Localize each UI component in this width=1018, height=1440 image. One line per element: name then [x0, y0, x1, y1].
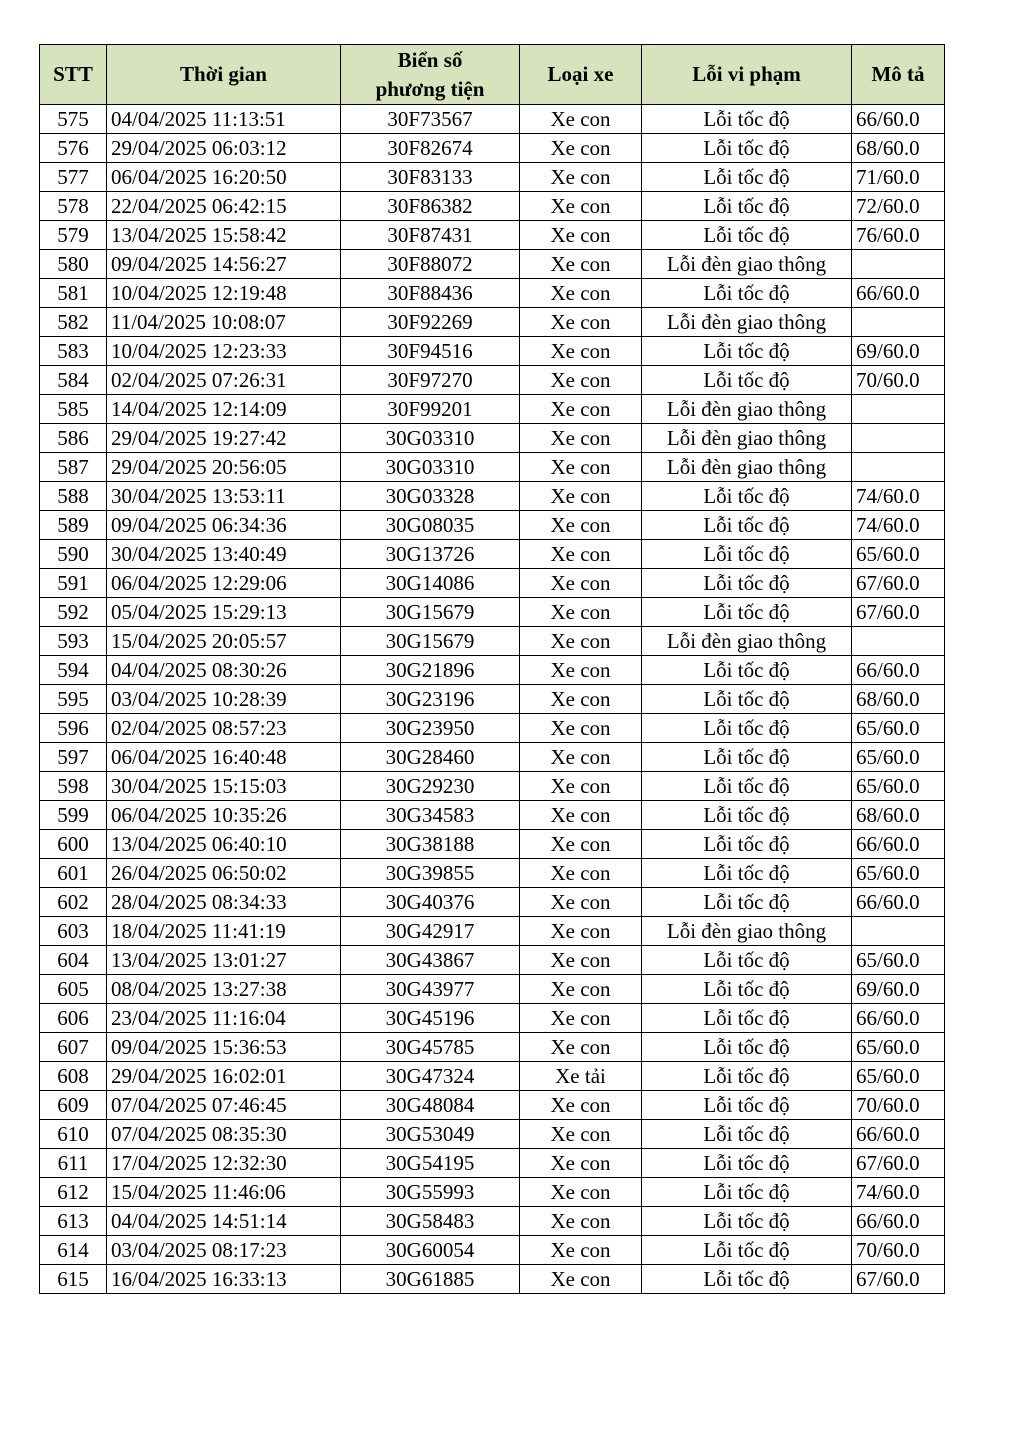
cell-description: 66/60.0 — [852, 888, 945, 917]
cell-plate: 30G39855 — [341, 859, 520, 888]
cell-vehicle-type: Xe con — [520, 134, 642, 163]
table-row — [40, 482, 945, 511]
cell-vehicle-type: Xe tải — [520, 1062, 642, 1091]
cell-time: 10/04/2025 12:19:48 — [107, 279, 341, 308]
cell-plate: 30F97270 — [341, 366, 520, 395]
table-row — [40, 1149, 945, 1178]
cell-time: 26/04/2025 06:50:02 — [107, 859, 341, 888]
cell-time: 05/04/2025 15:29:13 — [107, 598, 341, 627]
cell-plate: 30G45196 — [341, 1004, 520, 1033]
cell-description: 65/60.0 — [852, 743, 945, 772]
table-row — [40, 1207, 945, 1236]
cell-stt: 586 — [40, 424, 107, 453]
cell-vehicle-type: Xe con — [520, 830, 642, 859]
cell-description: 65/60.0 — [852, 1062, 945, 1091]
cell-vehicle-type: Xe con — [520, 482, 642, 511]
cell-time: 29/04/2025 19:27:42 — [107, 424, 341, 453]
cell-violation: Lỗi tốc độ — [642, 1236, 852, 1265]
cell-stt: 597 — [40, 743, 107, 772]
cell-description: 74/60.0 — [852, 1178, 945, 1207]
cell-stt: 614 — [40, 1236, 107, 1265]
cell-plate: 30G15679 — [341, 598, 520, 627]
cell-vehicle-type: Xe con — [520, 685, 642, 714]
cell-stt: 594 — [40, 656, 107, 685]
cell-description: 66/60.0 — [852, 656, 945, 685]
cell-violation: Lỗi tốc độ — [642, 685, 852, 714]
cell-description — [852, 308, 945, 337]
cell-time: 30/04/2025 13:53:11 — [107, 482, 341, 511]
cell-plate: 30F99201 — [341, 395, 520, 424]
cell-description: 76/60.0 — [852, 221, 945, 250]
cell-plate: 30G28460 — [341, 743, 520, 772]
cell-stt: 604 — [40, 946, 107, 975]
cell-vehicle-type: Xe con — [520, 1236, 642, 1265]
table-row — [40, 134, 945, 163]
cell-stt: 579 — [40, 221, 107, 250]
cell-vehicle-type: Xe con — [520, 337, 642, 366]
cell-plate: 30G03310 — [341, 424, 520, 453]
cell-plate: 30G47324 — [341, 1062, 520, 1091]
cell-violation: Lỗi tốc độ — [642, 1033, 852, 1062]
cell-stt: 595 — [40, 685, 107, 714]
cell-plate: 30G38188 — [341, 830, 520, 859]
header-plate-line1: Biển số — [397, 47, 463, 72]
cell-plate: 30G08035 — [341, 511, 520, 540]
cell-description: 65/60.0 — [852, 540, 945, 569]
cell-time: 30/04/2025 15:15:03 — [107, 772, 341, 801]
cell-vehicle-type: Xe con — [520, 1120, 642, 1149]
cell-description: 65/60.0 — [852, 714, 945, 743]
cell-plate: 30G40376 — [341, 888, 520, 917]
cell-vehicle-type: Xe con — [520, 1207, 642, 1236]
cell-description: 70/60.0 — [852, 1236, 945, 1265]
cell-time: 02/04/2025 07:26:31 — [107, 366, 341, 395]
header-violation: Lỗi vi phạm — [642, 45, 852, 105]
header-plate-line2: phương tiện — [375, 76, 485, 101]
cell-violation: Lỗi đèn giao thông — [642, 250, 852, 279]
table-row — [40, 1236, 945, 1265]
cell-violation: Lỗi tốc độ — [642, 946, 852, 975]
cell-plate: 30G29230 — [341, 772, 520, 801]
violations-table — [39, 44, 945, 1294]
cell-time: 29/04/2025 06:03:12 — [107, 134, 341, 163]
cell-plate: 30F92269 — [341, 308, 520, 337]
cell-vehicle-type: Xe con — [520, 1178, 642, 1207]
cell-description: 68/60.0 — [852, 134, 945, 163]
cell-time: 28/04/2025 08:34:33 — [107, 888, 341, 917]
table-row — [40, 685, 945, 714]
cell-violation: Lỗi tốc độ — [642, 163, 852, 192]
cell-plate: 30G48084 — [341, 1091, 520, 1120]
cell-violation: Lỗi tốc độ — [642, 540, 852, 569]
table-row — [40, 946, 945, 975]
cell-stt: 613 — [40, 1207, 107, 1236]
cell-violation: Lỗi tốc độ — [642, 105, 852, 134]
table-row — [40, 1062, 945, 1091]
cell-time: 29/04/2025 20:56:05 — [107, 453, 341, 482]
table-row — [40, 888, 945, 917]
cell-vehicle-type: Xe con — [520, 743, 642, 772]
cell-stt: 580 — [40, 250, 107, 279]
cell-stt: 606 — [40, 1004, 107, 1033]
cell-plate: 30G60054 — [341, 1236, 520, 1265]
cell-vehicle-type: Xe con — [520, 511, 642, 540]
cell-stt: 575 — [40, 105, 107, 134]
cell-vehicle-type: Xe con — [520, 279, 642, 308]
cell-time: 06/04/2025 12:29:06 — [107, 569, 341, 598]
cell-stt: 591 — [40, 569, 107, 598]
cell-vehicle-type: Xe con — [520, 772, 642, 801]
table-row — [40, 772, 945, 801]
cell-plate: 30G03310 — [341, 453, 520, 482]
cell-plate: 30G55993 — [341, 1178, 520, 1207]
cell-stt: 593 — [40, 627, 107, 656]
cell-time: 29/04/2025 16:02:01 — [107, 1062, 341, 1091]
table-row — [40, 975, 945, 1004]
cell-violation: Lỗi tốc độ — [642, 801, 852, 830]
cell-violation: Lỗi tốc độ — [642, 279, 852, 308]
table-row — [40, 569, 945, 598]
cell-violation: Lỗi tốc độ — [642, 1265, 852, 1294]
cell-stt: 596 — [40, 714, 107, 743]
cell-violation: Lỗi tốc độ — [642, 134, 852, 163]
cell-plate: 30G61885 — [341, 1265, 520, 1294]
cell-description: 70/60.0 — [852, 1091, 945, 1120]
cell-vehicle-type: Xe con — [520, 163, 642, 192]
cell-time: 13/04/2025 13:01:27 — [107, 946, 341, 975]
cell-vehicle-type: Xe con — [520, 540, 642, 569]
cell-vehicle-type: Xe con — [520, 1004, 642, 1033]
cell-violation: Lỗi tốc độ — [642, 192, 852, 221]
cell-violation: Lỗi tốc độ — [642, 743, 852, 772]
cell-stt: 605 — [40, 975, 107, 1004]
cell-time: 10/04/2025 12:23:33 — [107, 337, 341, 366]
cell-description — [852, 917, 945, 946]
table-row — [40, 279, 945, 308]
cell-time: 03/04/2025 10:28:39 — [107, 685, 341, 714]
cell-plate: 30F87431 — [341, 221, 520, 250]
cell-time: 07/04/2025 08:35:30 — [107, 1120, 341, 1149]
cell-plate: 30G23950 — [341, 714, 520, 743]
cell-stt: 601 — [40, 859, 107, 888]
cell-description: 65/60.0 — [852, 772, 945, 801]
cell-time: 09/04/2025 15:36:53 — [107, 1033, 341, 1062]
cell-stt: 602 — [40, 888, 107, 917]
cell-violation: Lỗi tốc độ — [642, 1149, 852, 1178]
cell-violation: Lỗi tốc độ — [642, 511, 852, 540]
cell-violation: Lỗi tốc độ — [642, 1120, 852, 1149]
cell-time: 04/04/2025 14:51:14 — [107, 1207, 341, 1236]
cell-description — [852, 424, 945, 453]
cell-vehicle-type: Xe con — [520, 627, 642, 656]
cell-vehicle-type: Xe con — [520, 1149, 642, 1178]
cell-violation: Lỗi tốc độ — [642, 714, 852, 743]
table-row — [40, 424, 945, 453]
cell-plate: 30G43867 — [341, 946, 520, 975]
cell-time: 23/04/2025 11:16:04 — [107, 1004, 341, 1033]
cell-plate: 30G58483 — [341, 1207, 520, 1236]
cell-time: 18/04/2025 11:41:19 — [107, 917, 341, 946]
cell-time: 13/04/2025 06:40:10 — [107, 830, 341, 859]
table-row — [40, 859, 945, 888]
cell-description: 65/60.0 — [852, 946, 945, 975]
cell-plate: 30F73567 — [341, 105, 520, 134]
cell-time: 17/04/2025 12:32:30 — [107, 1149, 341, 1178]
cell-stt: 607 — [40, 1033, 107, 1062]
table-row — [40, 656, 945, 685]
cell-stt: 582 — [40, 308, 107, 337]
cell-description: 67/60.0 — [852, 598, 945, 627]
cell-description: 68/60.0 — [852, 801, 945, 830]
table-row — [40, 308, 945, 337]
cell-vehicle-type: Xe con — [520, 975, 642, 1004]
cell-stt: 598 — [40, 772, 107, 801]
cell-stt: 589 — [40, 511, 107, 540]
header-plate — [341, 45, 520, 105]
cell-stt: 611 — [40, 1149, 107, 1178]
cell-violation: Lỗi tốc độ — [642, 569, 852, 598]
cell-violation: Lỗi đèn giao thông — [642, 453, 852, 482]
cell-time: 07/04/2025 07:46:45 — [107, 1091, 341, 1120]
cell-stt: 576 — [40, 134, 107, 163]
cell-plate: 30G54195 — [341, 1149, 520, 1178]
cell-vehicle-type: Xe con — [520, 221, 642, 250]
cell-description — [852, 395, 945, 424]
cell-time: 06/04/2025 16:40:48 — [107, 743, 341, 772]
cell-description: 74/60.0 — [852, 511, 945, 540]
cell-violation: Lỗi tốc độ — [642, 482, 852, 511]
cell-vehicle-type: Xe con — [520, 888, 642, 917]
cell-description: 67/60.0 — [852, 1265, 945, 1294]
table-row — [40, 250, 945, 279]
cell-plate: 30F86382 — [341, 192, 520, 221]
table-row — [40, 1265, 945, 1294]
cell-description — [852, 627, 945, 656]
cell-violation: Lỗi tốc độ — [642, 888, 852, 917]
cell-description: 66/60.0 — [852, 1120, 945, 1149]
cell-description: 65/60.0 — [852, 1033, 945, 1062]
cell-plate: 30G45785 — [341, 1033, 520, 1062]
cell-description: 69/60.0 — [852, 337, 945, 366]
cell-stt: 584 — [40, 366, 107, 395]
table-row — [40, 221, 945, 250]
cell-vehicle-type: Xe con — [520, 250, 642, 279]
cell-violation: Lỗi đèn giao thông — [642, 424, 852, 453]
table-row — [40, 830, 945, 859]
cell-violation: Lỗi tốc độ — [642, 366, 852, 395]
cell-violation: Lỗi đèn giao thông — [642, 917, 852, 946]
cell-plate: 30G13726 — [341, 540, 520, 569]
cell-plate: 30G23196 — [341, 685, 520, 714]
cell-plate: 30F88072 — [341, 250, 520, 279]
table-row — [40, 1120, 945, 1149]
cell-description: 67/60.0 — [852, 1149, 945, 1178]
cell-description: 65/60.0 — [852, 859, 945, 888]
cell-stt: 592 — [40, 598, 107, 627]
table-row — [40, 395, 945, 424]
cell-vehicle-type: Xe con — [520, 859, 642, 888]
cell-description: 66/60.0 — [852, 279, 945, 308]
table-row — [40, 598, 945, 627]
cell-stt: 612 — [40, 1178, 107, 1207]
cell-plate: 30G15679 — [341, 627, 520, 656]
cell-plate: 30G42917 — [341, 917, 520, 946]
header-time: Thời gian — [107, 45, 341, 105]
table-row — [40, 627, 945, 656]
cell-time: 15/04/2025 20:05:57 — [107, 627, 341, 656]
table-row — [40, 714, 945, 743]
cell-description: 66/60.0 — [852, 830, 945, 859]
cell-vehicle-type: Xe con — [520, 424, 642, 453]
cell-description: 69/60.0 — [852, 975, 945, 1004]
cell-violation: Lỗi tốc độ — [642, 1178, 852, 1207]
cell-time: 16/04/2025 16:33:13 — [107, 1265, 341, 1294]
cell-vehicle-type: Xe con — [520, 453, 642, 482]
cell-violation: Lỗi tốc độ — [642, 337, 852, 366]
cell-description: 70/60.0 — [852, 366, 945, 395]
cell-violation: Lỗi tốc độ — [642, 830, 852, 859]
cell-violation: Lỗi tốc độ — [642, 1062, 852, 1091]
table-row — [40, 453, 945, 482]
cell-stt: 615 — [40, 1265, 107, 1294]
cell-plate: 30F88436 — [341, 279, 520, 308]
cell-vehicle-type: Xe con — [520, 395, 642, 424]
cell-violation: Lỗi tốc độ — [642, 1091, 852, 1120]
cell-stt: 599 — [40, 801, 107, 830]
cell-vehicle-type: Xe con — [520, 656, 642, 685]
cell-violation: Lỗi tốc độ — [642, 221, 852, 250]
cell-vehicle-type: Xe con — [520, 946, 642, 975]
cell-plate: 30F82674 — [341, 134, 520, 163]
cell-description: 66/60.0 — [852, 1004, 945, 1033]
cell-description: 66/60.0 — [852, 1207, 945, 1236]
table-row — [40, 337, 945, 366]
cell-stt: 588 — [40, 482, 107, 511]
cell-plate: 30G03328 — [341, 482, 520, 511]
cell-violation: Lỗi tốc độ — [642, 975, 852, 1004]
table-row — [40, 1178, 945, 1207]
cell-description: 67/60.0 — [852, 569, 945, 598]
cell-stt: 583 — [40, 337, 107, 366]
cell-description: 68/60.0 — [852, 685, 945, 714]
cell-time: 22/04/2025 06:42:15 — [107, 192, 341, 221]
cell-vehicle-type: Xe con — [520, 569, 642, 598]
cell-stt: 587 — [40, 453, 107, 482]
cell-time: 30/04/2025 13:40:49 — [107, 540, 341, 569]
cell-violation: Lỗi đèn giao thông — [642, 627, 852, 656]
cell-time: 06/04/2025 10:35:26 — [107, 801, 341, 830]
cell-time: 11/04/2025 10:08:07 — [107, 308, 341, 337]
cell-time: 08/04/2025 13:27:38 — [107, 975, 341, 1004]
header-stt: STT — [40, 45, 107, 105]
cell-time: 09/04/2025 06:34:36 — [107, 511, 341, 540]
cell-plate: 30F94516 — [341, 337, 520, 366]
cell-stt: 600 — [40, 830, 107, 859]
table-row — [40, 163, 945, 192]
cell-stt: 578 — [40, 192, 107, 221]
cell-description: 74/60.0 — [852, 482, 945, 511]
cell-violation: Lỗi tốc độ — [642, 1207, 852, 1236]
table-row — [40, 192, 945, 221]
cell-stt: 603 — [40, 917, 107, 946]
cell-stt: 590 — [40, 540, 107, 569]
table-row — [40, 1033, 945, 1062]
cell-time: 14/04/2025 12:14:09 — [107, 395, 341, 424]
cell-vehicle-type: Xe con — [520, 105, 642, 134]
cell-description: 72/60.0 — [852, 192, 945, 221]
table-row — [40, 105, 945, 134]
table-row — [40, 917, 945, 946]
cell-plate: 30G43977 — [341, 975, 520, 1004]
cell-time: 04/04/2025 11:13:51 — [107, 105, 341, 134]
table-row — [40, 801, 945, 830]
cell-description — [852, 453, 945, 482]
cell-stt: 577 — [40, 163, 107, 192]
cell-plate: 30G14086 — [341, 569, 520, 598]
cell-stt: 608 — [40, 1062, 107, 1091]
cell-vehicle-type: Xe con — [520, 714, 642, 743]
cell-vehicle-type: Xe con — [520, 1091, 642, 1120]
cell-violation: Lỗi tốc độ — [642, 859, 852, 888]
cell-violation: Lỗi đèn giao thông — [642, 395, 852, 424]
cell-vehicle-type: Xe con — [520, 308, 642, 337]
cell-time: 09/04/2025 14:56:27 — [107, 250, 341, 279]
cell-stt: 585 — [40, 395, 107, 424]
cell-stt: 610 — [40, 1120, 107, 1149]
table-row — [40, 1004, 945, 1033]
cell-plate: 30G53049 — [341, 1120, 520, 1149]
cell-time: 02/04/2025 08:57:23 — [107, 714, 341, 743]
cell-vehicle-type: Xe con — [520, 1265, 642, 1294]
cell-vehicle-type: Xe con — [520, 801, 642, 830]
cell-violation: Lỗi tốc độ — [642, 1004, 852, 1033]
cell-description — [852, 250, 945, 279]
cell-vehicle-type: Xe con — [520, 917, 642, 946]
cell-stt: 581 — [40, 279, 107, 308]
cell-vehicle-type: Xe con — [520, 192, 642, 221]
cell-violation: Lỗi tốc độ — [642, 772, 852, 801]
cell-violation: Lỗi đèn giao thông — [642, 308, 852, 337]
cell-time: 15/04/2025 11:46:06 — [107, 1178, 341, 1207]
cell-time: 13/04/2025 15:58:42 — [107, 221, 341, 250]
cell-violation: Lỗi tốc độ — [642, 598, 852, 627]
cell-vehicle-type: Xe con — [520, 598, 642, 627]
cell-time: 04/04/2025 08:30:26 — [107, 656, 341, 685]
cell-plate: 30F83133 — [341, 163, 520, 192]
table-header-row — [40, 45, 945, 105]
cell-violation: Lỗi tốc độ — [642, 656, 852, 685]
table-row — [40, 540, 945, 569]
table-row — [40, 511, 945, 540]
cell-vehicle-type: Xe con — [520, 366, 642, 395]
table-body — [40, 105, 945, 1294]
table-row — [40, 366, 945, 395]
cell-description: 66/60.0 — [852, 105, 945, 134]
table-row — [40, 743, 945, 772]
cell-plate: 30G21896 — [341, 656, 520, 685]
header-description: Mô tả — [852, 45, 945, 105]
cell-plate: 30G34583 — [341, 801, 520, 830]
cell-description: 71/60.0 — [852, 163, 945, 192]
cell-time: 06/04/2025 16:20:50 — [107, 163, 341, 192]
cell-time: 03/04/2025 08:17:23 — [107, 1236, 341, 1265]
cell-vehicle-type: Xe con — [520, 1033, 642, 1062]
cell-stt: 609 — [40, 1091, 107, 1120]
table-row — [40, 1091, 945, 1120]
header-type: Loại xe — [520, 45, 642, 105]
